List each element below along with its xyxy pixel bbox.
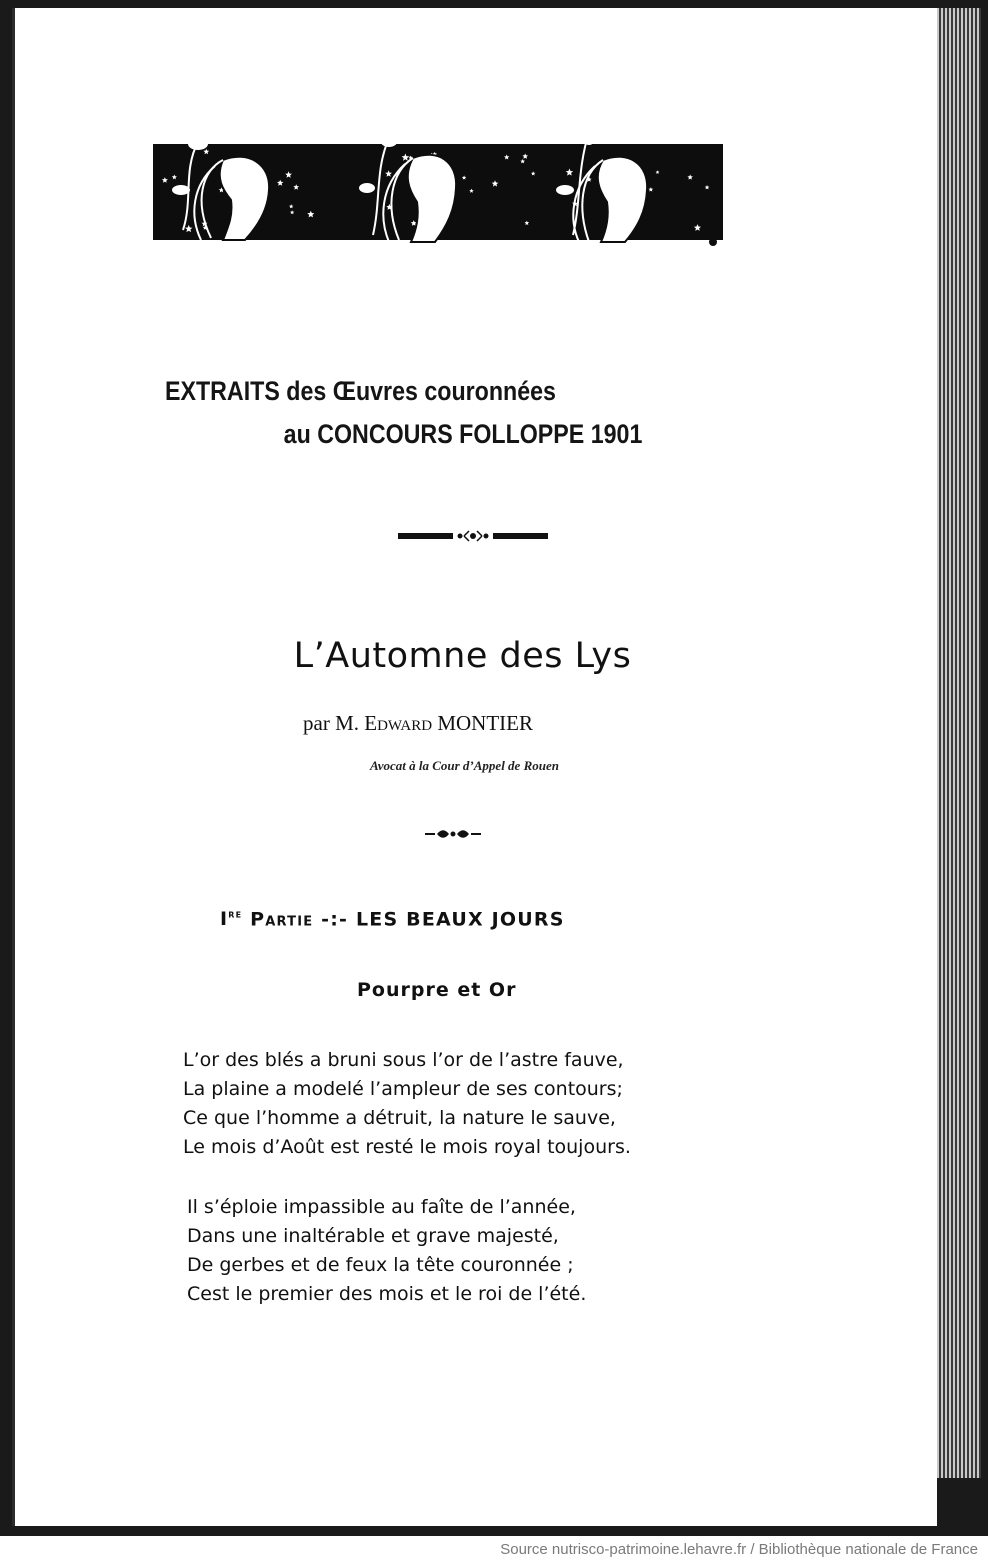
verse-line: De gerbes et de feux la tête couronnée ; bbox=[187, 1254, 574, 1276]
art-nouveau-header-illustration bbox=[153, 130, 723, 252]
byline-prefix: par M. bbox=[303, 711, 359, 735]
page-edges bbox=[935, 8, 981, 1478]
verse-line: Le mois d’Août est resté le mois royal toujours. bbox=[183, 1136, 631, 1158]
section-title: Pourpre et Or bbox=[357, 979, 517, 1001]
author-first-name: Edward bbox=[364, 711, 433, 735]
part-number: Ire bbox=[220, 908, 243, 931]
verse-line: L’or des blés a bruni sous l’or de l’astre fauve, bbox=[183, 1049, 624, 1071]
collection-heading bbox=[165, 376, 681, 450]
collection-heading-line-2: au CONCOURS FOLLOPPE 1901 bbox=[283, 419, 643, 449]
book-page bbox=[12, 8, 937, 1526]
author-last-name: MONTIER bbox=[437, 711, 533, 735]
byline bbox=[303, 711, 533, 736]
part-label: Partie bbox=[250, 908, 314, 931]
verse-line: Dans une inaltérable et grave majesté, bbox=[187, 1225, 559, 1247]
verse-line: Ce que l’homme a détruit, la nature le sauve, bbox=[183, 1107, 616, 1129]
part-heading bbox=[220, 908, 565, 930]
collection-heading-line-1: EXTRAITS des Œuvres couronnées bbox=[165, 376, 556, 406]
part-title: LES BEAUX JOURS bbox=[355, 908, 565, 931]
verse-line: Il s’éploie impassible au faîte de l’année, bbox=[187, 1196, 576, 1218]
small-divider bbox=[423, 826, 483, 840]
ornamental-divider bbox=[398, 528, 548, 544]
verse-line: Cest le premier des mois et le roi de l’été. bbox=[187, 1283, 587, 1305]
poem-title: L’Automne des Lys bbox=[293, 636, 632, 676]
part-separator: -:- bbox=[321, 908, 349, 931]
author-affiliation: Avocat à la Cour d’Appel de Rouen bbox=[370, 758, 559, 773]
stanza bbox=[187, 1193, 747, 1309]
source-credit: Source nutrisco-patrimoine.lehavre.fr / Bibliothèque nationale de France bbox=[500, 1541, 978, 1558]
stanza bbox=[183, 1046, 743, 1162]
verse-line: La plaine a modelé l’ampleur de ses contours; bbox=[183, 1078, 623, 1100]
